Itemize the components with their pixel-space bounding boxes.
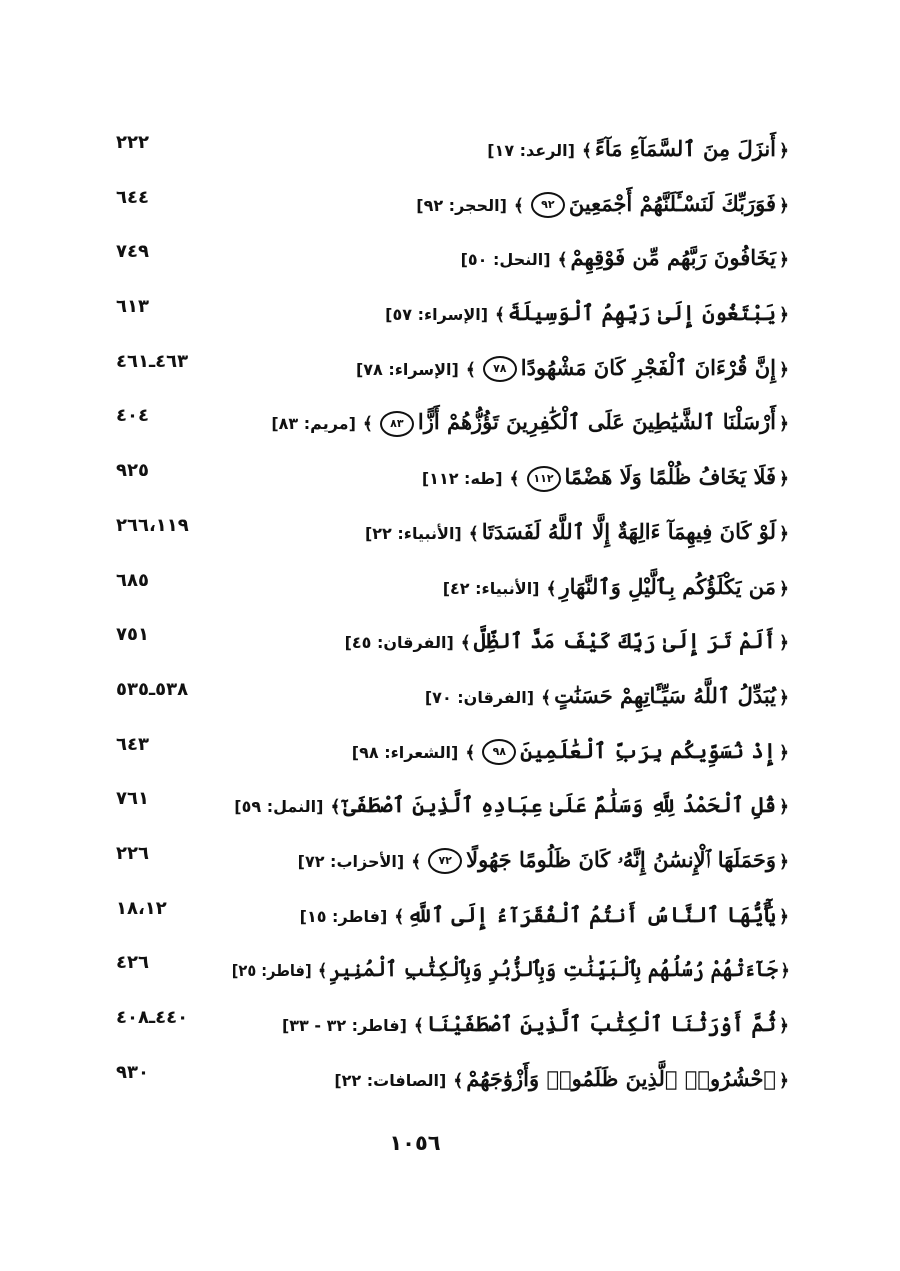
verse-text: يُبَدِّلُ ٱللَّهُ سَيِّـَٔاتِهِمْ حَسَنَٰتٍ bbox=[554, 682, 777, 708]
ornate-open-bracket: ﴿ bbox=[779, 1070, 789, 1091]
index-entry bbox=[110, 1058, 792, 1113]
surah-reference: [الأنبياء: ٤٢] bbox=[442, 578, 540, 598]
ornate-close-bracket: ﴾ bbox=[495, 305, 505, 326]
surah-reference: [الفرقان: ٧٠] bbox=[424, 687, 535, 707]
ornate-close-bracket: ﴾ bbox=[411, 851, 422, 872]
index-entry bbox=[110, 183, 792, 238]
page-references: ٥٣٨ـ٥٣٥ bbox=[116, 678, 189, 700]
surah-reference: [مريم: ٨٣] bbox=[271, 414, 356, 434]
page-references: ٢٦٦،١١٩ bbox=[116, 514, 189, 536]
page-references: ١٨،١٢ bbox=[116, 897, 167, 919]
ornate-close-bracket: ﴾ bbox=[460, 633, 471, 654]
index-entry bbox=[110, 948, 792, 1003]
index-entry bbox=[110, 675, 792, 730]
ornate-open-bracket: ﴿ bbox=[779, 469, 789, 490]
verse-citation bbox=[422, 460, 792, 496]
index-entry bbox=[110, 511, 792, 566]
verse-citation bbox=[234, 788, 792, 824]
ornate-close-bracket: ﴾ bbox=[541, 687, 552, 708]
verse-citation bbox=[345, 624, 792, 660]
ornate-close-bracket: ﴾ bbox=[330, 797, 341, 818]
ornate-close-bracket: ﴾ bbox=[317, 961, 327, 982]
ornate-open-bracket: ﴿ bbox=[779, 250, 789, 271]
ornate-open-bracket: ﴿ bbox=[779, 359, 789, 380]
index-entry bbox=[110, 620, 792, 675]
verse-citation bbox=[365, 515, 792, 551]
ornate-open-bracket: ﴿ bbox=[779, 1016, 789, 1036]
ayah-number-mark: ٩٨ bbox=[482, 739, 516, 765]
ornate-open-bracket: ﴿ bbox=[779, 305, 789, 326]
ornate-open-bracket: ﴿ bbox=[779, 851, 789, 872]
ornate-open-bracket: ﴿ bbox=[779, 141, 789, 161]
ornate-open-bracket: ﴿ bbox=[779, 906, 789, 927]
verse-text: فَوَرَبِّكَ لَنَسْـَٔلَنَّهُمْ أَجْمَعِينَ bbox=[568, 190, 777, 216]
ornate-open-bracket: ﴿ bbox=[779, 414, 789, 435]
surah-reference: [الأحزاب: ٧٢] bbox=[297, 851, 405, 871]
verse-citation bbox=[416, 187, 792, 223]
ayah-number-mark: ٩٢ bbox=[531, 192, 565, 218]
ayah-number-mark: ١١٢ bbox=[527, 466, 561, 492]
verse-text: يَخَافُونَ رَبَّهُم مِّن فَوْقِهِمْ bbox=[570, 245, 777, 271]
ornate-close-bracket: ﴾ bbox=[413, 1016, 424, 1036]
ornate-close-bracket: ﴾ bbox=[509, 469, 520, 490]
verse-citation bbox=[282, 1007, 792, 1043]
ornate-open-bracket: ﴿ bbox=[779, 687, 789, 708]
ornate-open-bracket: ﴿ bbox=[779, 633, 789, 654]
ornate-open-bracket: ﴿ bbox=[779, 195, 789, 216]
verse-text: ثُمَّ أَوْرَثْنَا ٱلْكِتَٰبَ ٱلَّذِينَ ٱصْطَفَيْنَا bbox=[426, 1011, 777, 1036]
page-number: ١٠٥٦ bbox=[389, 1131, 441, 1155]
surah-reference: [الإسراء: ٧٨] bbox=[355, 359, 459, 379]
verse-citation bbox=[352, 734, 792, 770]
verse-text: يَٰٓأَيُّهَا ٱلنَّاسُ أَنتُمُ ٱلْفُقَرَآءُ إِلَى ٱللَّهِ bbox=[407, 901, 777, 927]
ayah-number-mark: ٨٣ bbox=[380, 411, 414, 437]
surah-reference: [الرعد: ١٧] bbox=[487, 141, 575, 160]
verse-text: قُلِ ٱلْحَمْدُ لِلَّهِ وَسَلَٰمٌ عَلَىٰ عِبَادِهِ ٱلَّذِينَ ٱصْطَفَىٰٓ bbox=[343, 792, 777, 818]
verse-citation bbox=[300, 898, 792, 934]
page-references: ٦١٣ bbox=[116, 296, 149, 318]
verse-citation bbox=[443, 570, 792, 606]
surah-reference: [فاطر: ٣٢ - ٣٣] bbox=[281, 1016, 407, 1035]
page-references: ٤٠٤ bbox=[116, 405, 149, 427]
ornate-close-bracket: ﴾ bbox=[362, 414, 373, 435]
page-references: ٦٤٤ bbox=[116, 186, 149, 208]
page-references: ٦٨٥ bbox=[116, 569, 149, 591]
page-references: ٧٦١ bbox=[116, 788, 149, 810]
verse-citation bbox=[487, 132, 792, 168]
index-entry bbox=[110, 237, 792, 292]
ornate-close-bracket: ﴾ bbox=[513, 195, 524, 216]
verse-text: إِنَّ قُرْءَانَ ٱلْفَجْرِ كَانَ مَشْهُودًا bbox=[520, 354, 777, 380]
ornate-close-bracket: ﴾ bbox=[581, 141, 592, 161]
surah-reference: [الحجر: ٩٢] bbox=[416, 195, 507, 215]
surah-reference: [فاطر: ١٥] bbox=[299, 906, 388, 926]
index-entry bbox=[110, 1003, 792, 1058]
verse-text: فَلَا يَخَافُ ظُلْمًا وَلَا هَضْمًا bbox=[564, 464, 777, 490]
ornate-open-bracket: ﴿ bbox=[780, 961, 790, 982]
ornate-close-bracket: ﴾ bbox=[468, 523, 479, 544]
verse-citation bbox=[298, 843, 792, 879]
page-references: ٩٣٠ bbox=[116, 1061, 149, 1083]
verse-citation bbox=[356, 351, 792, 387]
page-references: ٤٢٦ bbox=[116, 952, 149, 974]
index-entry bbox=[110, 347, 792, 402]
verse-text: إِذْ نُسَوِّيكُم بِرَبِّ ٱلْعَٰلَمِينَ bbox=[520, 737, 777, 763]
surah-reference: [طه: ١١٢] bbox=[421, 469, 503, 489]
ornate-open-bracket: ﴿ bbox=[779, 523, 789, 544]
verse-text: يَبْتَغُونَ إِلَىٰ رَبِّهِمُ ٱلْوَسِيلَةَ bbox=[508, 300, 777, 326]
page-references: ٤٦٣ـ٤٦١ bbox=[116, 350, 189, 372]
ornate-close-bracket: ﴾ bbox=[394, 906, 405, 927]
page-references: ٧٤٩ bbox=[116, 241, 149, 263]
page-references: ٦٤٣ bbox=[116, 733, 149, 755]
surah-reference: [الصافات: ٢٢] bbox=[334, 1070, 447, 1090]
surah-reference: [الأنبياء: ٢٢] bbox=[364, 523, 462, 543]
verse-citation bbox=[425, 679, 792, 715]
surah-reference: [الفرقان: ٤٥] bbox=[344, 633, 454, 653]
index-entry bbox=[110, 128, 792, 183]
ornate-close-bracket: ﴾ bbox=[453, 1070, 464, 1091]
verse-citation bbox=[385, 296, 792, 332]
ayah-number-mark: ٧٨ bbox=[483, 356, 517, 382]
surah-reference: [الشعراء: ٩٨] bbox=[351, 742, 459, 762]
verse-text: أَلَمْ تَرَ إِلَىٰ رَبِّكَ كَيْفَ مَدَّ ٱلظِّلَّ bbox=[473, 628, 777, 654]
page-references: ٧٥١ bbox=[116, 624, 149, 646]
ornate-open-bracket: ﴿ bbox=[779, 578, 789, 599]
verse-citation bbox=[334, 1062, 792, 1098]
ayah-number-mark: ٧٢ bbox=[428, 848, 462, 874]
index-entry bbox=[110, 401, 792, 456]
index-entry bbox=[110, 730, 792, 785]
verse-text: أَرْسَلْنَا ٱلشَّيَٰطِينَ عَلَى ٱلْكَٰفِرِينَ تَؤُزُّهُمْ أَزًّا bbox=[417, 409, 777, 435]
index-entry bbox=[110, 566, 792, 621]
verse-text: أَنزَلَ مِنَ ٱلسَّمَآءِ مَآءً bbox=[594, 136, 777, 161]
ornate-close-bracket: ﴾ bbox=[546, 578, 557, 599]
page-references: ٢٢٦ bbox=[116, 842, 149, 864]
ornate-close-bracket: ﴾ bbox=[465, 742, 476, 763]
verse-text: جَآءَتْهُمْ رُسُلُهُم بِٱلْبَيِّنَٰتِ وَبِٱلزُّبُرِ وَبِٱلْكِتَٰبِ ٱلْمُنِيرِ bbox=[329, 956, 778, 982]
page-references: ٢٢٢ bbox=[116, 132, 149, 153]
verse-citation bbox=[461, 241, 792, 277]
surah-reference: [النحل: ٥٠] bbox=[460, 250, 551, 270]
surah-reference: [النمل: ٥٩] bbox=[234, 797, 324, 817]
index-entry bbox=[110, 839, 792, 894]
page-references: ٤٤٠ـ٤٠٨ bbox=[116, 1007, 189, 1028]
index-entry bbox=[110, 894, 792, 949]
ornate-open-bracket: ﴿ bbox=[779, 797, 789, 818]
verse-text: مَن يَكْلَؤُكُم بِٱلَّيْلِ وَٱلنَّهَارِ bbox=[559, 573, 777, 599]
verse-text: ٱحْشُرُوا۟ ٱلَّذِينَ ظَلَمُوا۟ وَأَزْوَٰجَهُمْ bbox=[466, 1065, 777, 1091]
surah-reference: [الإسراء: ٥٧] bbox=[385, 305, 489, 325]
ornate-close-bracket: ﴾ bbox=[557, 250, 568, 271]
ornate-open-bracket: ﴿ bbox=[779, 742, 789, 763]
verse-text: لَوْ كَانَ فِيهِمَآ ءَالِهَةٌ إِلَّا ٱللَّهُ لَفَسَدَتَا bbox=[481, 518, 777, 544]
index-entry bbox=[110, 292, 792, 347]
verse-text: وَحَمَلَهَا ٱلْإِنسَٰنُ إِنَّهُۥ كَانَ ظَلُومًا جَهُولًا bbox=[466, 846, 777, 872]
index-entry bbox=[110, 456, 792, 511]
verse-citation bbox=[271, 405, 792, 441]
page-references: ٩٢٥ bbox=[116, 460, 149, 482]
ornate-close-bracket: ﴾ bbox=[465, 359, 476, 380]
surah-reference: [فاطر: ٢٥] bbox=[231, 961, 312, 981]
verse-index-list bbox=[110, 128, 792, 1112]
index-entry bbox=[110, 784, 792, 839]
verse-citation bbox=[231, 952, 792, 988]
